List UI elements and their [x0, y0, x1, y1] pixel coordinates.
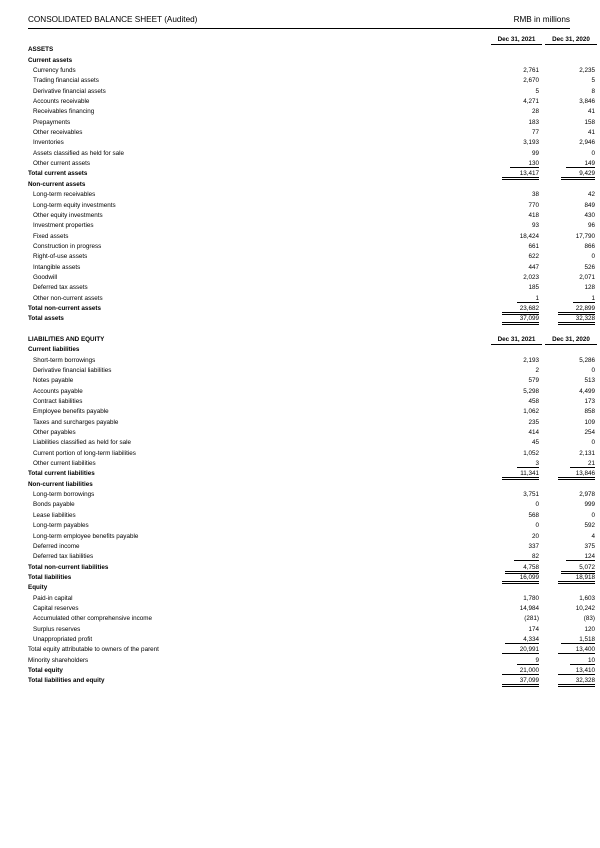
row-label: Investment properties	[33, 222, 94, 230]
value-2020: 22,899	[543, 304, 595, 314]
value-2021: 21,000	[487, 666, 539, 676]
value-2021: 20,991	[487, 645, 539, 655]
line-item	[28, 273, 595, 283]
line-item	[28, 366, 595, 376]
row-label: Lease liabilities	[33, 511, 76, 519]
subheading-noncurrent-assets	[28, 180, 570, 190]
row-label: Intangible assets	[33, 263, 81, 271]
row-label: Employee benefits payable	[33, 408, 109, 416]
row-label: Accumulated other comprehensive income	[33, 615, 153, 623]
row-label: Bonds payable	[33, 501, 75, 509]
spacer	[28, 325, 570, 335]
row-label: Minority shareholders	[28, 656, 89, 664]
value-2021: 1,062	[523, 408, 539, 416]
row-label: Other non-current assets	[33, 294, 103, 302]
value-2020: 120	[584, 625, 595, 633]
row-label: ASSETS	[28, 46, 54, 54]
total-equity	[28, 666, 595, 676]
subheading-current-liabilities	[28, 345, 570, 355]
row-label: Trading financial assets	[33, 77, 99, 85]
line-item	[28, 76, 595, 86]
value-2021: 661	[528, 242, 539, 250]
line-item	[28, 252, 595, 262]
line-item	[28, 459, 595, 469]
value-2021: 99	[531, 149, 539, 157]
line-item	[28, 397, 595, 407]
line-item	[28, 635, 595, 645]
row-label: Receivables financing	[33, 108, 95, 116]
value-2020: Dec 31, 2020	[545, 335, 597, 345]
row-label: Goodwill	[33, 273, 58, 281]
row-label: Long-term borrowings	[33, 491, 95, 499]
value-2021: 418	[528, 211, 539, 219]
row-label: Current assets	[28, 56, 73, 64]
value-2020: 1,518	[543, 635, 595, 645]
value-2021: 130	[487, 159, 539, 169]
row-label: Right-of-use assets	[33, 253, 88, 261]
row-label: Equity	[28, 584, 48, 592]
line-item	[28, 128, 595, 138]
value-2021: 185	[528, 284, 539, 292]
value-2021: 235	[528, 418, 539, 426]
row-label: Total non-current assets	[28, 304, 102, 312]
value-2021: 2	[535, 367, 539, 374]
value-2021: 13,417	[487, 169, 539, 179]
value-2021: 2,023	[523, 273, 539, 281]
value-2020: 10,242	[575, 604, 595, 612]
value-2020: 41	[587, 129, 595, 137]
row-label: Deferred tax liabilities	[33, 553, 94, 561]
row-label: Surplus reserves	[33, 625, 81, 633]
value-2021: Dec 31, 2021	[491, 335, 542, 345]
value-2020: 430	[584, 211, 595, 219]
row-label: Fixed assets	[33, 232, 69, 240]
line-item	[28, 387, 595, 397]
value-2020: 32,328	[543, 314, 595, 324]
subheading-equity	[28, 583, 570, 593]
value-2020: 128	[584, 284, 595, 292]
row-label: Currency funds	[33, 67, 76, 75]
row-label: Current portion of long-term liabilities	[33, 449, 136, 457]
total-liabilities-and-equity	[28, 676, 595, 686]
row-label: Total liabilities and equity	[28, 677, 105, 685]
page-header	[28, 14, 570, 29]
value-2021: 16,099	[487, 573, 539, 583]
line-item	[28, 376, 595, 386]
line-item	[28, 221, 595, 231]
value-2020: 4	[591, 532, 595, 540]
value-2021: 1,052	[523, 449, 539, 457]
value-2020: 41	[587, 108, 595, 116]
value-2021: 2,761	[523, 67, 539, 75]
line-item	[28, 66, 595, 76]
value-2021: 0	[535, 501, 539, 509]
value-2020: 2,131	[579, 449, 595, 457]
row-label: Construction in progress	[33, 242, 102, 250]
value-2020: 10	[543, 656, 595, 666]
value-2021: 4,271	[523, 98, 539, 106]
value-2021: 18,424	[519, 232, 539, 240]
value-2020: 1	[543, 294, 595, 304]
value-2021: 9	[487, 656, 539, 666]
value-2021: 77	[531, 129, 539, 137]
line-item	[28, 552, 595, 562]
value-2020: 866	[584, 242, 595, 250]
value-2020: 858	[584, 408, 595, 416]
balance-sheet	[28, 35, 595, 687]
line-item	[28, 138, 595, 148]
value-2021: (281)	[524, 615, 539, 623]
row-label: Long-term employee benefits payable	[33, 532, 139, 540]
value-2021: 28	[531, 108, 539, 116]
value-2021: 1,780	[523, 594, 539, 602]
line-item	[28, 211, 595, 221]
value-2021: 11,341	[487, 469, 539, 479]
value-2020: 5,072	[543, 563, 595, 573]
value-2021: 622	[528, 253, 539, 261]
section-heading-assets	[28, 45, 570, 55]
unit-label: RMB in millions	[513, 15, 570, 24]
value-2021: 568	[528, 511, 539, 519]
value-2020: 13,846	[543, 469, 595, 479]
value-2020: 9,429	[543, 169, 595, 179]
row-label: Short-term borrowings	[33, 356, 96, 364]
row-label: Inventories	[33, 139, 64, 147]
line-item	[28, 107, 595, 117]
value-2021: 174	[528, 625, 539, 633]
value-2020: Dec 31, 2020	[545, 35, 597, 45]
value-2020: 42	[587, 191, 595, 199]
value-2020: 999	[584, 501, 595, 509]
value-2020: 32,328	[543, 676, 595, 686]
value-2021: 82	[487, 552, 539, 562]
value-2020: 13,400	[543, 645, 595, 655]
row-label: Other current liabilities	[33, 460, 96, 468]
value-2021: 4,758	[487, 563, 539, 573]
column-header	[28, 35, 590, 45]
line-item	[28, 190, 595, 200]
row-label: Total liabilities	[28, 573, 72, 581]
value-2020: 96	[587, 222, 595, 230]
total-noncurrent-assets	[28, 304, 595, 314]
value-2020: 13,410	[543, 666, 595, 676]
value-2021: 37,099	[487, 314, 539, 324]
line-item	[28, 149, 595, 159]
row-label: Other receivables	[33, 129, 83, 137]
total-liabilities	[28, 573, 595, 583]
value-2020: 149	[543, 159, 595, 169]
value-2020: 2,946	[579, 139, 595, 147]
line-item	[28, 418, 595, 428]
value-2020: 0	[591, 511, 595, 519]
minority-shareholders	[28, 656, 595, 666]
total-current-assets	[28, 169, 595, 179]
line-item	[28, 201, 595, 211]
line-item	[28, 614, 595, 624]
line-item	[28, 604, 595, 614]
line-item	[28, 542, 595, 552]
value-2021: 183	[528, 118, 539, 126]
value-2021: 2,193	[523, 356, 539, 364]
subheading-current-assets	[28, 56, 570, 66]
row-label: Non-current assets	[28, 180, 86, 188]
value-2021: 0	[535, 522, 539, 530]
row-label: Other payables	[33, 429, 76, 437]
value-2020: 2,235	[579, 67, 595, 75]
value-2021: 37,099	[487, 676, 539, 686]
value-2020: 0	[591, 149, 595, 157]
line-item	[28, 500, 595, 510]
value-2021: 1	[487, 294, 539, 304]
value-2020: 0	[591, 253, 595, 261]
row-label: Prepayments	[33, 118, 71, 126]
line-item	[28, 118, 595, 128]
value-2020: 2,071	[579, 273, 595, 281]
value-2021: 2,670	[523, 77, 539, 85]
total-noncurrent-liabilities	[28, 563, 595, 573]
row-label: Long-term equity investments	[33, 201, 116, 209]
value-2020: 2,978	[579, 491, 595, 499]
value-2020: 0	[591, 439, 595, 447]
value-2021: 414	[528, 429, 539, 437]
row-label: Deferred income	[33, 542, 80, 550]
value-2021: 447	[528, 263, 539, 271]
value-2020: 1,603	[579, 594, 595, 602]
row-label: Assets classified as held for sale	[33, 149, 124, 157]
line-item	[28, 97, 595, 107]
row-label: Accounts payable	[33, 387, 83, 395]
value-2021: 770	[528, 201, 539, 209]
value-2020: 17,790	[575, 232, 595, 240]
line-item	[28, 232, 595, 242]
value-2020: 849	[584, 201, 595, 209]
row-label: Total current assets	[28, 170, 88, 178]
value-2020: 0	[591, 367, 595, 374]
value-2021: 337	[528, 542, 539, 550]
value-2020: 513	[584, 377, 595, 385]
value-2021: 458	[528, 398, 539, 406]
row-label: Non-current liabilities	[28, 480, 93, 488]
value-2021: 3	[487, 459, 539, 469]
value-2020: 124	[543, 552, 595, 562]
line-item	[28, 242, 595, 252]
row-label: Unappropriated profit	[33, 635, 93, 643]
value-2020: 18,918	[543, 573, 595, 583]
row-label: Other current assets	[33, 160, 91, 168]
value-2020: 21	[543, 459, 595, 469]
value-2020: 158	[584, 118, 595, 126]
row-label: Long-term payables	[33, 522, 89, 530]
value-2020: 5,286	[579, 356, 595, 364]
row-label: Liabilities classified as held for sale	[33, 439, 132, 447]
value-2021: 5,298	[523, 387, 539, 395]
row-label: Derivative financial assets	[33, 87, 106, 95]
line-item	[28, 356, 595, 366]
row-label: Derivative financial liabilities	[33, 367, 112, 374]
line-item	[28, 521, 595, 531]
value-2021: 38	[531, 191, 539, 199]
line-item	[28, 87, 595, 97]
value-2020: 592	[584, 522, 595, 530]
value-2021: 3,751	[523, 491, 539, 499]
value-2020: 526	[584, 263, 595, 271]
line-item	[28, 625, 595, 635]
section-heading-liabilities	[28, 335, 590, 345]
total-assets	[28, 314, 595, 324]
row-label: Contract liabilities	[33, 398, 83, 406]
line-item	[28, 594, 595, 604]
row-label: Capital reserves	[33, 604, 79, 612]
value-2020: (83)	[583, 615, 595, 623]
value-2020: 8	[591, 87, 595, 95]
row-label: Total equity attributable to owners of the parent	[28, 646, 159, 654]
value-2021: 3,193	[523, 139, 539, 147]
row-label: Total non-current liabilities	[28, 563, 109, 571]
line-item	[28, 263, 595, 273]
row-label: Total assets	[28, 315, 64, 323]
line-item	[28, 283, 595, 293]
statement-title: CONSOLIDATED BALANCE SHEET (Audited)	[28, 15, 198, 24]
row-label: Accounts receivable	[33, 98, 90, 106]
row-label: LIABILITIES AND EQUITY	[28, 335, 105, 343]
value-2021: 5	[535, 87, 539, 95]
value-2021: 45	[531, 439, 539, 447]
value-2021: 579	[528, 377, 539, 385]
line-item	[28, 532, 595, 542]
line-item	[28, 428, 595, 438]
row-label: Deferred tax assets	[33, 284, 88, 292]
value-2020: 109	[584, 418, 595, 426]
line-item	[28, 449, 595, 459]
line-item	[28, 490, 595, 500]
line-item	[28, 407, 595, 417]
value-2021: 93	[531, 222, 539, 230]
equity-parent-total	[28, 645, 595, 655]
row-label: Paid-in capital	[33, 594, 73, 602]
value-2021: 14,984	[519, 604, 539, 612]
row-label: Current liabilities	[28, 346, 80, 354]
line-item	[28, 294, 595, 304]
line-item	[28, 511, 595, 521]
value-2021: 23,682	[487, 304, 539, 314]
subheading-noncurrent-liabilities	[28, 480, 570, 490]
value-2020: 173	[584, 398, 595, 406]
row-label: Other equity investments	[33, 211, 103, 219]
line-item	[28, 159, 595, 169]
value-2020: 5	[591, 77, 595, 85]
row-label: Total current liabilities	[28, 470, 95, 478]
value-2020: 3,846	[579, 98, 595, 106]
row-label: Long-term receivables	[33, 191, 96, 199]
line-item	[28, 438, 595, 448]
value-2020: 4,499	[579, 387, 595, 395]
value-2020: 375	[584, 542, 595, 550]
value-2020: 254	[584, 429, 595, 437]
value-2021: 20	[531, 532, 539, 540]
value-2021: 4,334	[487, 635, 539, 645]
row-label: Total equity	[28, 666, 63, 674]
value-2021: Dec 31, 2021	[491, 35, 542, 45]
row-label: Taxes and surcharges payable	[33, 418, 119, 426]
total-current-liabilities	[28, 469, 595, 479]
row-label: Notes payable	[33, 377, 74, 385]
